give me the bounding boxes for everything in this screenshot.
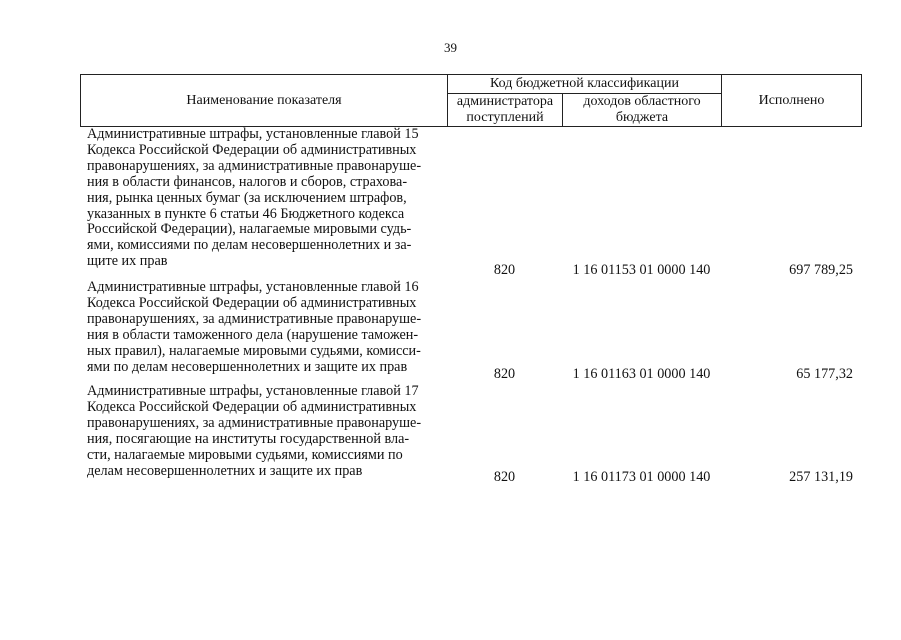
row-description-line: делам несовершеннолетних и защите их прав <box>87 462 363 479</box>
page-number: 39 <box>444 40 457 55</box>
row-description-line: Административные штрафы, установленные главой 15 <box>87 126 419 142</box>
header-income-column <box>563 94 722 127</box>
row-admin-code: 820 <box>493 262 516 278</box>
row-amount: 65 177,32 <box>796 366 853 382</box>
header-income-line1: доходов областного <box>583 94 701 109</box>
row-admin-code: 820 <box>493 366 516 382</box>
row-amount: 257 131,19 <box>789 469 853 485</box>
header-admin-column <box>448 94 563 127</box>
row-income-code: 1 16 01163 01 0000 140 <box>572 366 711 382</box>
row-description-line: Кодекса Российской Федерации об административных <box>87 294 417 311</box>
row-description-line: ния в области таможенного дела (нарушение таможен- <box>87 326 419 343</box>
row-description <box>87 280 445 375</box>
row-amount: 697 789,25 <box>789 262 853 278</box>
row-description-line: ния, посягающие на институты государственной вла- <box>87 430 410 447</box>
header-income-line2: бюджета <box>615 110 669 125</box>
row-description <box>87 384 445 479</box>
header-budget-classification-code: Код бюджетной классификации <box>448 75 722 94</box>
table-header <box>80 74 862 127</box>
header-name-column: Наименование показателя <box>81 75 448 127</box>
row-description-line: ями, комиссиями по делам несовершеннолетних и за- <box>87 237 412 254</box>
header-admin-line1: администратора <box>456 94 554 109</box>
row-description-line: ния в области финансов, налогов и сборов, страхова- <box>87 173 408 190</box>
row-income-code: 1 16 01173 01 0000 140 <box>572 469 711 485</box>
header-admin-line2: поступлений <box>466 110 544 125</box>
row-description-line: Кодекса Российской Федерации об административных <box>87 141 417 158</box>
row-description <box>87 127 445 270</box>
header-executed-column: Исполнено <box>722 75 862 127</box>
row-description-line: правонарушениях, за административные правонаруше- <box>87 157 422 174</box>
row-description-line: Административные штрафы, установленные главой 17 <box>87 383 419 399</box>
row-description-line: Российской Федерации), налагаемые мировыми судь- <box>87 221 412 238</box>
row-description-line: ями по делам несовершеннолетних и защите их прав <box>87 358 408 375</box>
row-description-line: указанных в пункте 6 статьи 46 Бюджетного кодекса <box>87 205 405 222</box>
row-income-code: 1 16 01153 01 0000 140 <box>572 262 711 278</box>
row-description-line: ния, рынка ценных бумаг (за исключением штрафов, <box>87 189 407 206</box>
row-description-line: щите их прав <box>87 253 168 270</box>
row-admin-code: 820 <box>493 469 516 485</box>
row-description-line: правонарушениях, за административные правонаруше- <box>87 414 422 431</box>
row-description-line: Кодекса Российской Федерации об административных <box>87 398 417 415</box>
row-description-line: правонарушениях, за административные правонаруше- <box>87 310 422 327</box>
row-description-line: сти, налагаемые мировыми судьями, комиссиями по <box>87 446 403 463</box>
row-description-line: ных правил), налагаемые мировыми судьями, комисси- <box>87 342 421 359</box>
row-description-line: Административные штрафы, установленные главой 16 <box>87 279 419 295</box>
